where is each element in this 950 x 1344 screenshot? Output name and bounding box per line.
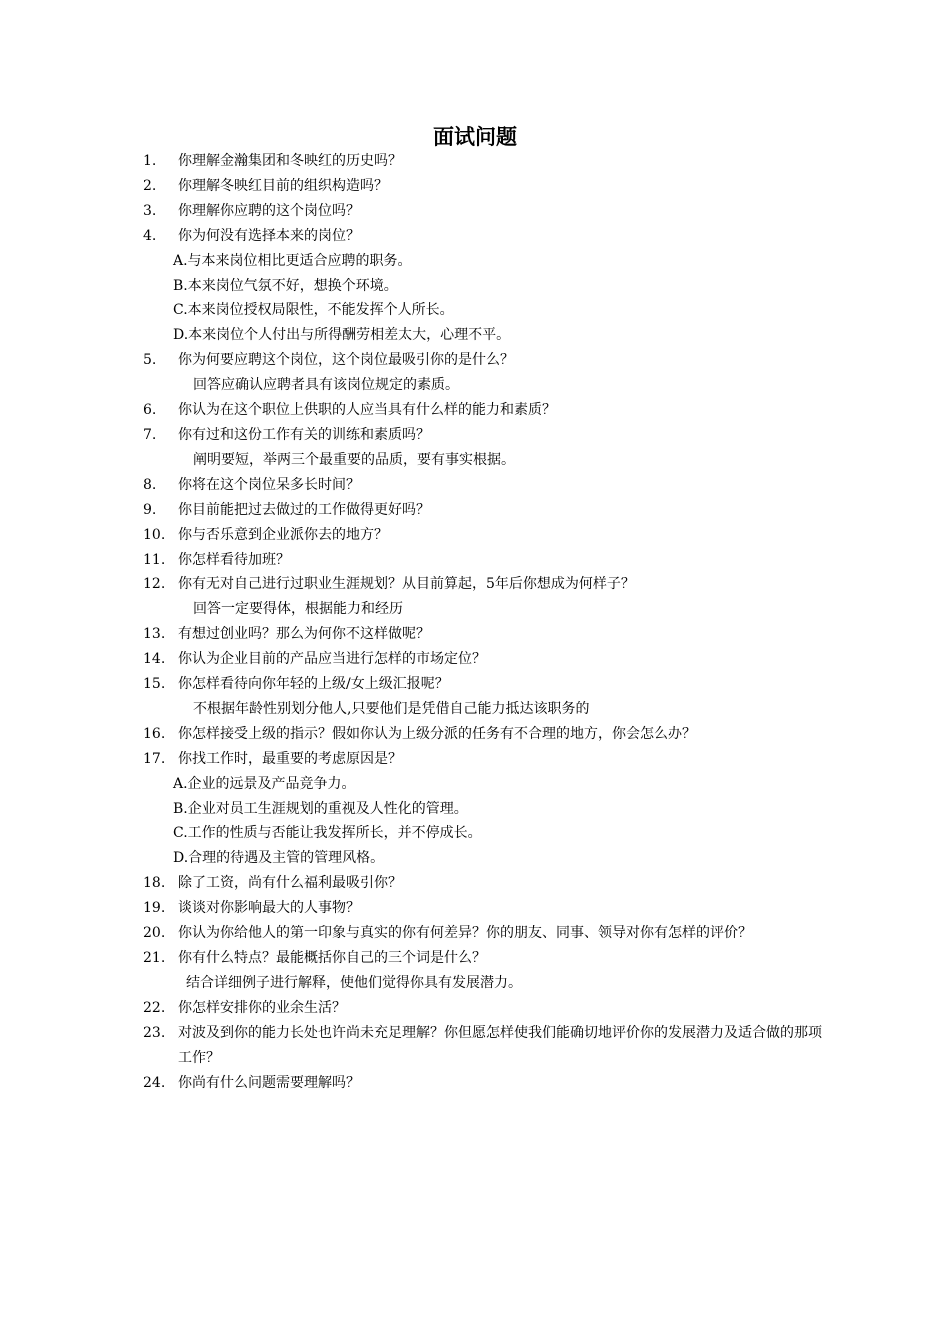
question-text: 有想过创业吗？那么为何你不这样做呢？ [178, 626, 430, 643]
question-item [143, 348, 823, 373]
question-list [143, 149, 823, 1095]
question-number: 2. [143, 177, 157, 194]
question-number: 20. [143, 925, 166, 942]
question-text: 你有无对自己进行过职业生涯规划？从目前算起，5年后你想成为何样子？ [178, 576, 635, 593]
answer-option: B.本来岗位气氛不好，想换个环境。 [173, 277, 398, 294]
question-text: 除了工资，尚有什么福利最吸引你？ [178, 875, 402, 892]
answer-option: D.合理的待遇及主管的管理风格。 [173, 850, 385, 867]
question-number: 13. [143, 626, 166, 643]
question-item [143, 722, 823, 747]
question-number: 16. [143, 725, 166, 742]
question-item [143, 896, 823, 921]
question-item [143, 672, 823, 697]
question-number: 3. [143, 202, 157, 219]
question-text: 你认为你给他人的第一印象与真实的你有何差异？你的朋友、同事、领导对你有怎样的评价？ [178, 925, 752, 942]
question-text: 你有过和这份工作有关的训练和素质吗？ [178, 426, 430, 443]
question-item [143, 199, 823, 224]
question-item [143, 398, 823, 423]
question-text: 谈谈对你影响最大的人事物？ [178, 900, 360, 917]
question-number: 9. [143, 501, 157, 518]
answer-note: 阐明要短，举两三个最重要的品质，要有事实根据。 [193, 451, 515, 468]
question-text: 你怎样看待加班？ [178, 551, 290, 568]
question-text: 你尚有什么问题需要理解吗？ [178, 1074, 360, 1091]
question-item [143, 871, 823, 896]
answer-option: C.工作的性质与否能让我发挥所长，并不停成长。 [173, 825, 482, 842]
answer-option: C.本来岗位授权局限性，不能发挥个人所长。 [173, 302, 454, 319]
question-number: 22. [143, 999, 166, 1016]
question-number: 15. [143, 676, 166, 693]
question-text: 你认为在这个职位上供职的人应当具有什么样的能力和素质？ [178, 402, 556, 419]
question-text: 你怎样接受上级的指示？假如你认为上级分派的任务有不合理的地方，你会怎么办？ [178, 725, 696, 742]
question-text: 你怎样安排你的业余生活？ [178, 999, 346, 1016]
question-text: 你为何要应聘这个岗位，这个岗位最吸引你的是什么？ [178, 352, 514, 369]
question-number: 4. [143, 227, 157, 244]
question-item [143, 149, 823, 174]
question-item [143, 622, 823, 647]
question-item [143, 921, 823, 946]
question-item [143, 1071, 823, 1096]
page-title: 面试问题 [433, 125, 517, 149]
question-text: 你理解你应聘的这个岗位吗？ [178, 202, 360, 219]
question-text: 你理解冬映红目前的组织构造吗？ [178, 177, 388, 194]
question-number: 14. [143, 651, 166, 668]
question-item [143, 647, 823, 672]
question-number: 17. [143, 750, 166, 767]
question-number: 19. [143, 900, 166, 917]
question-text: 你将在这个岗位呆多长时间？ [178, 476, 360, 493]
answer-option: D.本来岗位个人付出与所得酬劳相差太大，心理不平。 [173, 327, 511, 344]
question-text: 对波及到你的能力长处也许尚未充足理解？你但愿怎样使我们能确切地评价你的发展潜力及适合做的那项工作？ [178, 1024, 822, 1066]
question-text: 你与否乐意到企业派你去的地方？ [178, 526, 388, 543]
question-item [143, 423, 823, 448]
answer-note: 回答一定要得体，根据能力和经历 [193, 601, 403, 618]
question-number: 1. [143, 153, 157, 169]
question-item [143, 473, 823, 498]
question-text: 你目前能把过去做过的工作做得更好吗？ [178, 501, 430, 518]
question-item [143, 946, 823, 971]
question-text: 你为何没有选择本来的岗位？ [178, 227, 360, 244]
question-number: 21. [143, 950, 166, 966]
question-item [143, 572, 823, 597]
answer-note: 不根据年龄性别划分他人,只要他们是凭借自己能力抵达该职务的 [193, 700, 590, 717]
question-item [143, 224, 823, 249]
question-number: 11. [143, 551, 166, 568]
question-text: 你有什么特点？最能概括你自己的三个词是什么？ [178, 950, 486, 966]
question-item [143, 523, 823, 548]
answer-option: B.企业对员工生涯规划的重视及人性化的管理。 [173, 800, 468, 817]
answer-note: 回答应确认应聘者具有该岗位规定的素质。 [193, 377, 459, 394]
question-item [143, 548, 823, 573]
question-item [143, 747, 823, 772]
question-text: 你理解金瀚集团和冬映红的历史吗？ [178, 153, 402, 169]
question-text: 你认为企业目前的产品应当进行怎样的市场定位？ [178, 651, 486, 668]
question-item [143, 174, 823, 199]
question-item [143, 996, 823, 1021]
question-number: 7. [143, 426, 157, 443]
answer-note: 结合详细例子进行解释，使他们觉得你具有发展潜力。 [186, 974, 522, 991]
answer-option: A.与本来岗位相比更适合应聘的职务。 [173, 252, 412, 269]
question-text: 你怎样看待向你年轻的上级/女上级汇报呢？ [178, 676, 449, 693]
question-number: 6. [143, 402, 157, 419]
answer-option: A.企业的远景及产品竞争力。 [173, 775, 356, 792]
question-number: 24. [143, 1074, 166, 1091]
question-number: 23. [143, 1024, 166, 1041]
question-item [143, 1021, 823, 1071]
question-number: 5. [143, 352, 157, 369]
question-number: 18. [143, 875, 166, 892]
question-number: 12. [143, 576, 166, 593]
question-text: 你找工作时，最重要的考虑原因是？ [178, 750, 402, 767]
question-number: 10. [143, 526, 166, 543]
question-item [143, 498, 823, 523]
question-number: 8. [143, 476, 157, 493]
